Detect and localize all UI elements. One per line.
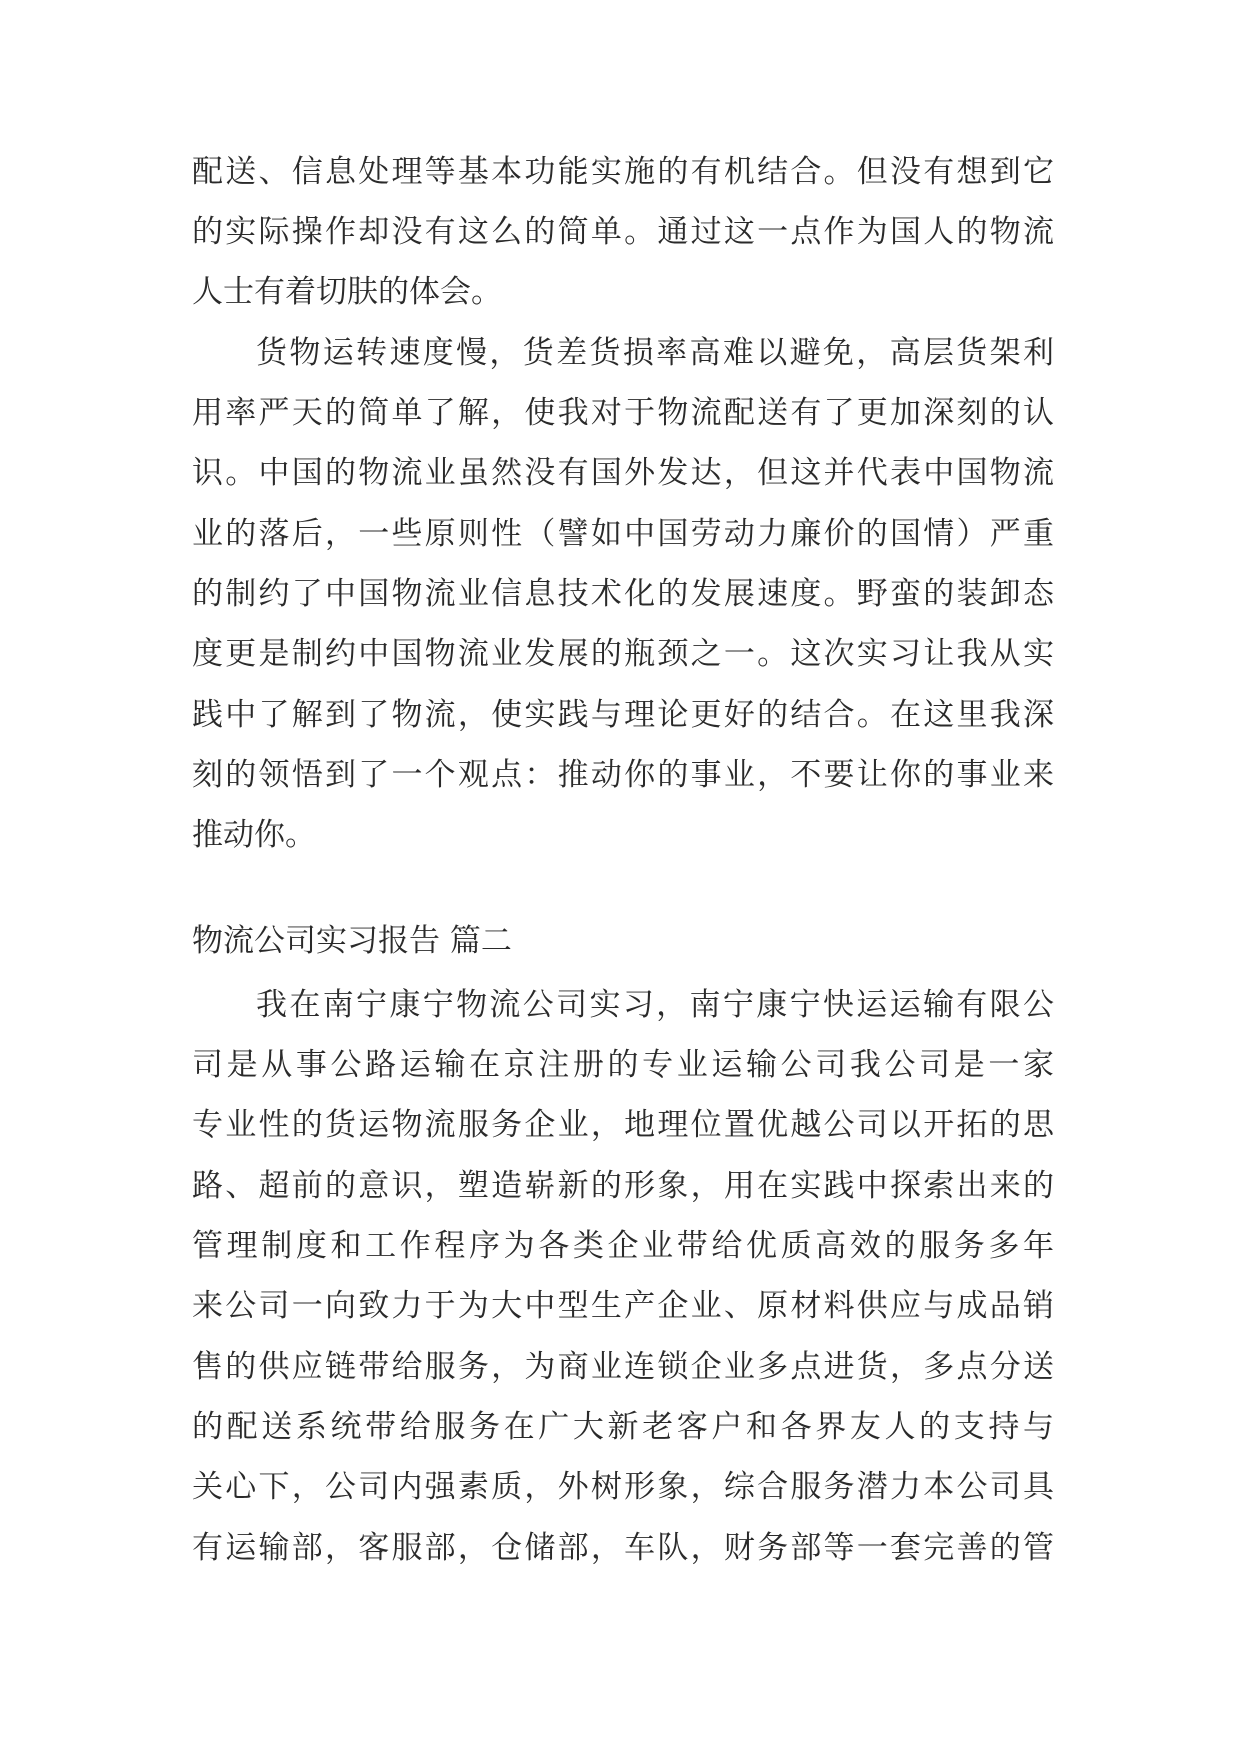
paragraph-line: 践中了解到了物流，使实践与理论更好的结合。在这里我深 [192, 697, 1054, 733]
paragraph-line: 业的落后，一些原则性（譬如中国劳动力廉价的国情）严重 [192, 516, 1054, 552]
paragraph-line: 售的供应链带给服务，为商业连锁企业多点进货，多点分送 [192, 1349, 1054, 1385]
paragraph-line: 路、超前的意识，塑造崭新的形象，用在实践中探索出来的 [192, 1168, 1054, 1204]
paragraph-line: 识。中国的物流业虽然没有国外发达，但这并代表中国物流 [192, 455, 1054, 491]
paragraph-line: 的制约了中国物流业信息技术化的发展速度。野蛮的装卸态 [192, 576, 1054, 612]
paragraph-line: 的配送系统带给服务在广大新老客户和各界友人的支持与 [192, 1409, 1054, 1445]
paragraph-line: 推动你。 [192, 817, 316, 853]
paragraph-line: 我在南宁康宁物流公司实习，南宁康宁快运运输有限公 [256, 987, 1054, 1023]
paragraph-line: 关心下，公司内强素质，外树形象，综合服务潜力本公司具 [192, 1469, 1054, 1505]
paragraph-line: 有运输部，客服部，仓储部，车队，财务部等一套完善的管 [192, 1530, 1054, 1566]
paragraph-line: 度更是制约中国物流业发展的瓶颈之一。这次实习让我从实 [192, 636, 1054, 672]
paragraph-line: 司是从事公路运输在京注册的专业运输公司我公司是一家 [192, 1047, 1054, 1083]
paragraph-line: 管理制度和工作程序为各类企业带给优质高效的服务多年 [192, 1228, 1054, 1264]
paragraph-line: 专业性的货运物流服务企业，地理位置优越公司以开拓的思 [192, 1107, 1054, 1143]
paragraph-line: 来公司一向致力于为大中型生产企业、原材料供应与成品销 [192, 1288, 1054, 1324]
section-heading: 物流公司实习报告 篇二 [192, 923, 512, 959]
paragraph-line: 的实际操作却没有这么的简单。通过这一点作为国人的物流 [192, 214, 1054, 250]
paragraph-line: 货物运转速度慢，货差货损率高难以避免，高层货架利 [256, 335, 1054, 371]
paragraph-line: 配送、信息处理等基本功能实施的有机结合。但没有想到它 [192, 154, 1054, 190]
paragraph-line: 用率严天的简单了解，使我对于物流配送有了更加深刻的认 [192, 395, 1054, 431]
paragraph-line: 刻的领悟到了一个观点：推动你的事业，不要让你的事业来 [192, 757, 1054, 793]
paragraph-line: 人士有着切肤的体会。 [192, 274, 502, 310]
